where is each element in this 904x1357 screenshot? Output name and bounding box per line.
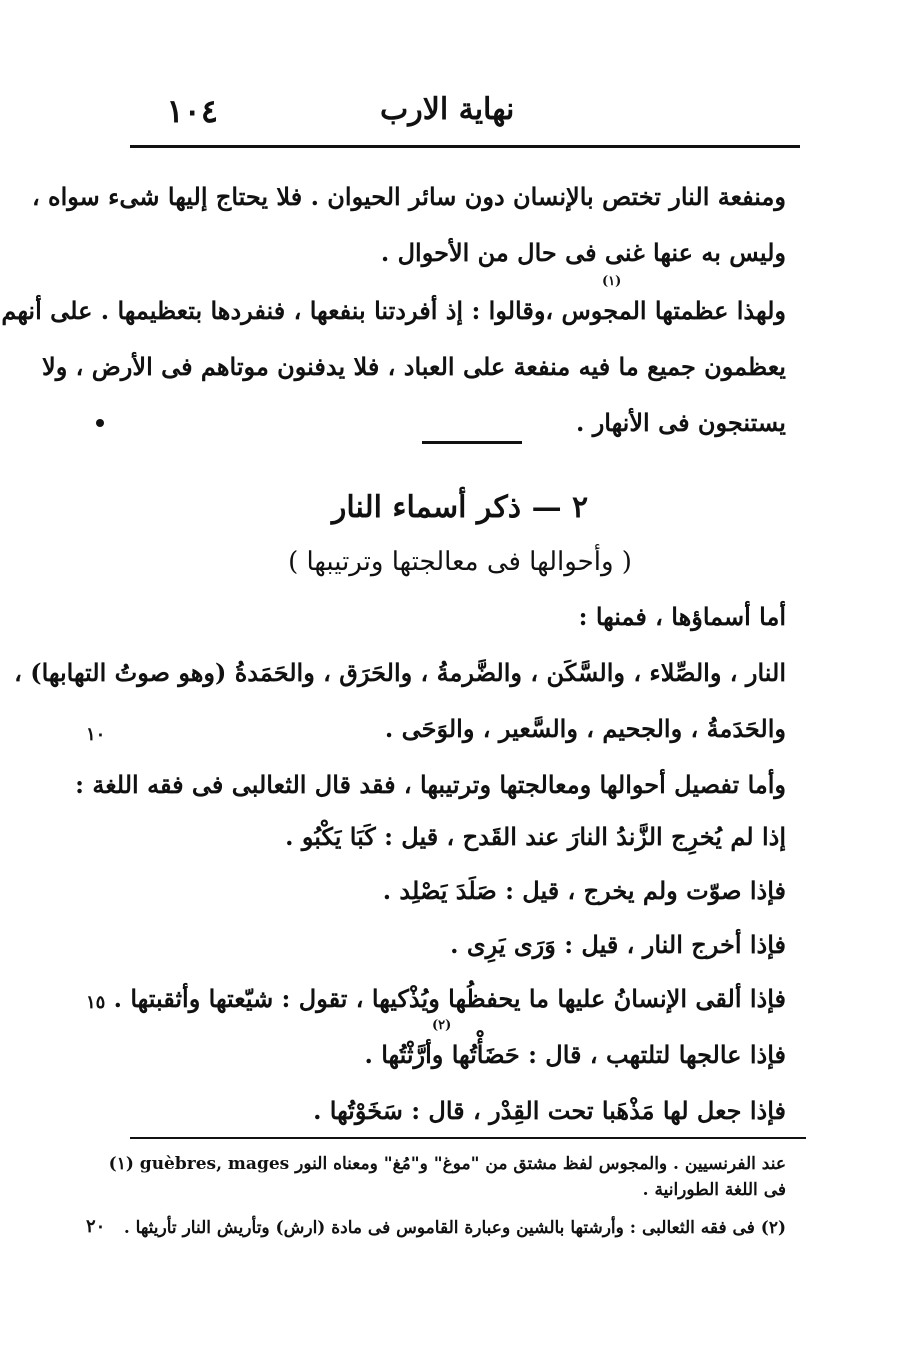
margin-line-number: ٢٠ [86,1216,106,1237]
footnote-1-line-2: فى اللغة الطورانية . [642,1180,786,1200]
paragraph2-line-1: ولهذا عظمتها المجوس ،وقالوا : إذ أفردتنا بنفعها ، فنفردها بتعظيمها . على أنهم [1,296,786,325]
body-line-7: فإذا أخرج النار ، قيل : وَرَى يَرِى . [450,930,786,959]
footnote-mark-1: (١) [602,274,622,289]
body-line-9: فإذا عالجها لتلتهب ، قال : حَضَأْتُها وأرَّثْتُها . [364,1040,786,1069]
body-line-2: النار ، والصِّلاء ، والسَّكَن ، والضَّرمةُ ، والحَرَق ، والحَمَدةُ (وهو صوتُ التهابها) ، [14,658,786,687]
running-header-title: نهاية الارب [380,92,515,127]
body-line-4: وأما تفصيل أحوالها ومعالجتها وترتيبها ، فقد قال الثعالبى فى فقه اللغة : [75,770,786,799]
margin-dot [96,419,104,427]
page-number: ١٠٤ [166,92,218,130]
section-separator [422,441,522,444]
margin-line-number: ١٠ [86,724,106,745]
footnote-1-line-1: (١) guèbres, mages عند الفرنسيين . والمجوس لفظ مشتق من "موغ" و"مُغ" ومعناه النور [108,1154,786,1174]
paragraph2-line-3: يستنجون فى الأنهار . [576,408,786,437]
header-rule [130,145,800,148]
body-line-10: فإذا جعل لها مَذْهَبا تحت القِدْر ، قال : سَخَوْتُها . [313,1096,786,1125]
paragraph2-line-2: يعظمون جميع ما فيه منفعة على العباد ، فلا يدفنون موتاهم فى الأرض ، ولا [42,352,786,381]
footnote-2: (٢) فى فقه الثعالبى : وأرشتها بالشين وعبارة القاموس فى مادة (ارش) وتأريش النار تأريثها . [123,1218,786,1238]
section-subheading: ( وأحوالها فى معالجتها وترتيبها ) [288,547,632,577]
body-line-6: فإذا صوّت ولم يخرج ، قيل : صَلَدَ يَصْلِد . [382,876,786,905]
section-heading: ٢ — ذكر أسماء النار [331,490,589,525]
margin-line-number: ١٥ [86,992,106,1013]
footnote-mark-2: (٢) [432,1018,452,1033]
footnote-rule [130,1137,806,1139]
body-line-3: والحَدَمةُ ، والجحيم ، والسَّعير ، والوَحَى . [384,714,786,743]
body-line-5: إذا لم يُخرِج الزَّندُ النارَ عند القَدح ، قيل : كَبَا يَكْبُو . [285,822,786,851]
paragraph1-line-2: وليس به عنها غنى فى حال من الأحوال . [380,238,786,267]
body-line-1: أما أسماؤها ، فمنها : [578,602,786,631]
body-line-8: فإذا ألقى الإنسانُ عليها ما يحفظُها ويُذْكيها ، تقول : شيّعتها وأثقبتها . [113,984,786,1013]
paragraph1-line-1: ومنفعة النار تختص بالإنسان دون سائر الحيوان . فلا يحتاج إليها شىء سواه ، [31,182,786,211]
